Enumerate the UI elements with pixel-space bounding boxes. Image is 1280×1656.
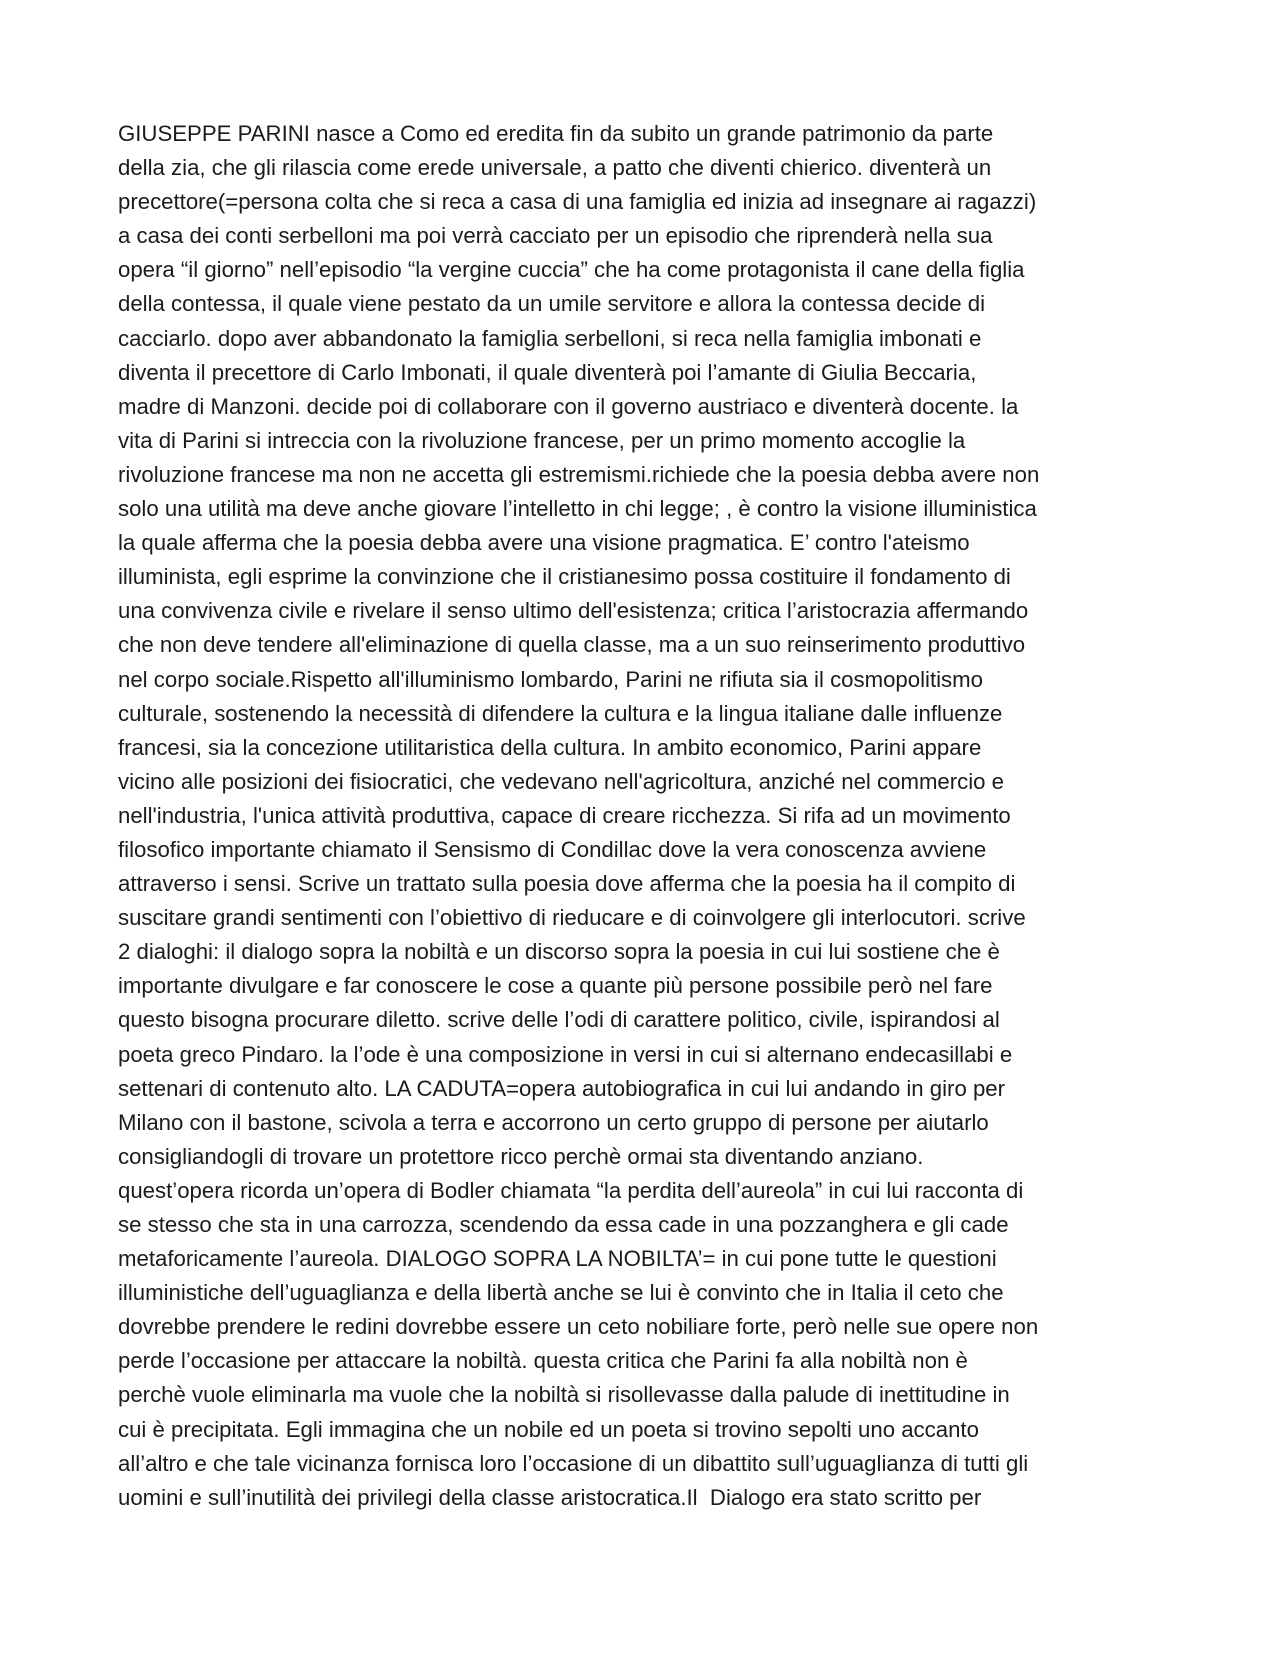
body-paragraph	[118, 117, 1198, 1515]
text-line: metaforicamente l’aureola. DIALOGO SOPRA LA NOBILTA’= in cui pone tutte le questioni	[118, 1246, 997, 1272]
text-line: precettore(=persona colta che si reca a casa di una famiglia ed inizia ad insegnare ai ragazzi)	[118, 189, 1037, 215]
text-line: 2 dialoghi: il dialogo sopra la nobiltà e un discorso sopra la poesia in cui lui sostiene che è	[118, 939, 1000, 965]
text-line: culturale, sostenendo la necessità di difendere la cultura e la lingua italiane dalle influenze	[118, 700, 1003, 726]
text-line: questo bisogna procurare diletto. scrive delle l’odi di carattere politico, civile, ispirandosi al	[118, 1007, 1000, 1033]
text-line: a casa dei conti serbelloni ma poi verrà cacciato per un episodio che riprenderà nella sua	[118, 223, 993, 249]
text-line: suscitare grandi sentimenti con l’obiettivo di rieducare e di coinvolgere gli interlocutori. scrive	[118, 905, 1026, 931]
text-line: opera “il giorno” nell’episodio “la vergine cuccia” che ha come protagonista il cane della figlia	[118, 257, 1025, 283]
text-line: perchè vuole eliminarla ma vuole che la nobiltà si risollevasse dalla palude di inettitudine in	[118, 1382, 1010, 1408]
text-line: nell'industria, l'unica attività produttiva, capace di creare ricchezza. Si rifa ad un movimento	[118, 802, 1011, 828]
text-line: dovrebbe prendere le redini dovrebbe essere un ceto nobiliare forte, però nelle sue opere non	[118, 1314, 1039, 1340]
text-line: una convivenza civile e rivelare il senso ultimo dell'esistenza; critica l’aristocrazia affermando	[118, 598, 1029, 624]
text-line: Milano con il bastone, scivola a terra e accorrono un certo gruppo di persone per aiutarlo	[118, 1109, 989, 1135]
text-line: francesi, sia la concezione utilitaristica della cultura. In ambito economico, Parini appare	[118, 734, 982, 760]
text-line: illuministiche dell’uguaglianza e della libertà anche se lui è convinto che in Italia il ceto che	[118, 1280, 1004, 1306]
text-line: nel corpo sociale.Rispetto all'illuminismo lombardo, Parini ne rifiuta sia il cosmopolitismo	[118, 666, 983, 692]
text-line: quest’opera ricorda un’opera di Bodler chiamata “la perdita dell’aureola” in cui lui racconta di	[118, 1177, 1024, 1203]
text-line: rivoluzione francese ma non ne accetta gli estremismi.richiede che la poesia debba avere non	[118, 461, 1040, 487]
text-line: importante divulgare e far conoscere le cose a quante più persone possibile però nel fare	[118, 973, 993, 999]
text-line: diventa il precettore di Carlo Imbonati, il quale diventerà poi l’amante di Giulia Beccaria,	[118, 359, 977, 385]
text-line: uomini e sull’inutilità dei privilegi della classe aristocratica.Il Dialogo era stato scritto per	[118, 1484, 982, 1510]
text-line: settenari di contenuto alto. LA CADUTA=opera autobiografica in cui lui andando in giro per	[118, 1075, 1006, 1101]
text-line: vicino alle posizioni dei fisiocratici, che vedevano nell'agricoltura, anziché nel commercio e	[118, 768, 1005, 794]
text-line: filosofico importante chiamato il Sensismo di Condillac dove la vera conoscenza avviene	[118, 836, 987, 862]
text-line: solo una utilità ma deve anche giovare l’intelletto in chi legge; , è contro la visione illuministica	[118, 496, 1037, 522]
text-line: della contessa, il quale viene pestato da un umile servitore e allora la contessa decide di	[118, 291, 986, 317]
text-line: all’altro e che tale vicinanza fornisca loro l’occasione di un dibattito sull’uguaglianza di tutti gli	[118, 1450, 1029, 1476]
text-line: cacciarlo. dopo aver abbandonato la famiglia serbelloni, si reca nella famiglia imbonati e	[118, 325, 982, 351]
text-line: la quale afferma che la poesia debba avere una visione pragmatica. E’ contro l'ateismo	[118, 530, 970, 556]
text-line: attraverso i sensi. Scrive un trattato sulla poesia dove afferma che la poesia ha il compito di	[118, 871, 1016, 897]
text-line: GIUSEPPE PARINI nasce a Como ed eredita fin da subito un grande patrimonio da parte	[118, 121, 994, 146]
text-line: consigliandogli di trovare un protettore ricco perchè ormai sta diventando anziano.	[118, 1143, 924, 1169]
text-line: poeta greco Pindaro. la l’ode è una composizione in versi in cui si alternano endecasillabi e	[118, 1041, 1013, 1067]
text-line: della zia, che gli rilascia come erede universale, a patto che diventi chierico. diventerà un	[118, 155, 992, 181]
text-line: cui è precipitata. Egli immagina che un nobile ed un poeta si trovino sepolti uno accanto	[118, 1416, 979, 1442]
text-line: che non deve tendere all'eliminazione di quella classe, ma a un suo reinserimento produttivo	[118, 632, 1026, 658]
text-line: vita di Parini si intreccia con la rivoluzione francese, per un primo momento accoglie la	[118, 427, 966, 453]
text-line: perde l’occasione per attaccare la nobiltà. questa critica che Parini fa alla nobiltà non è	[118, 1348, 968, 1374]
text-line: illuminista, egli esprime la convinzione che il cristianesimo possa costituire il fondamento di	[118, 564, 1011, 590]
text-line: se stesso che sta in una carrozza, scendendo da essa cade in una pozzanghera e gli cade	[118, 1212, 1009, 1237]
text-line: madre di Manzoni. decide poi di collaborare con il governo austriaco e diventerà docente. la	[118, 393, 1019, 419]
